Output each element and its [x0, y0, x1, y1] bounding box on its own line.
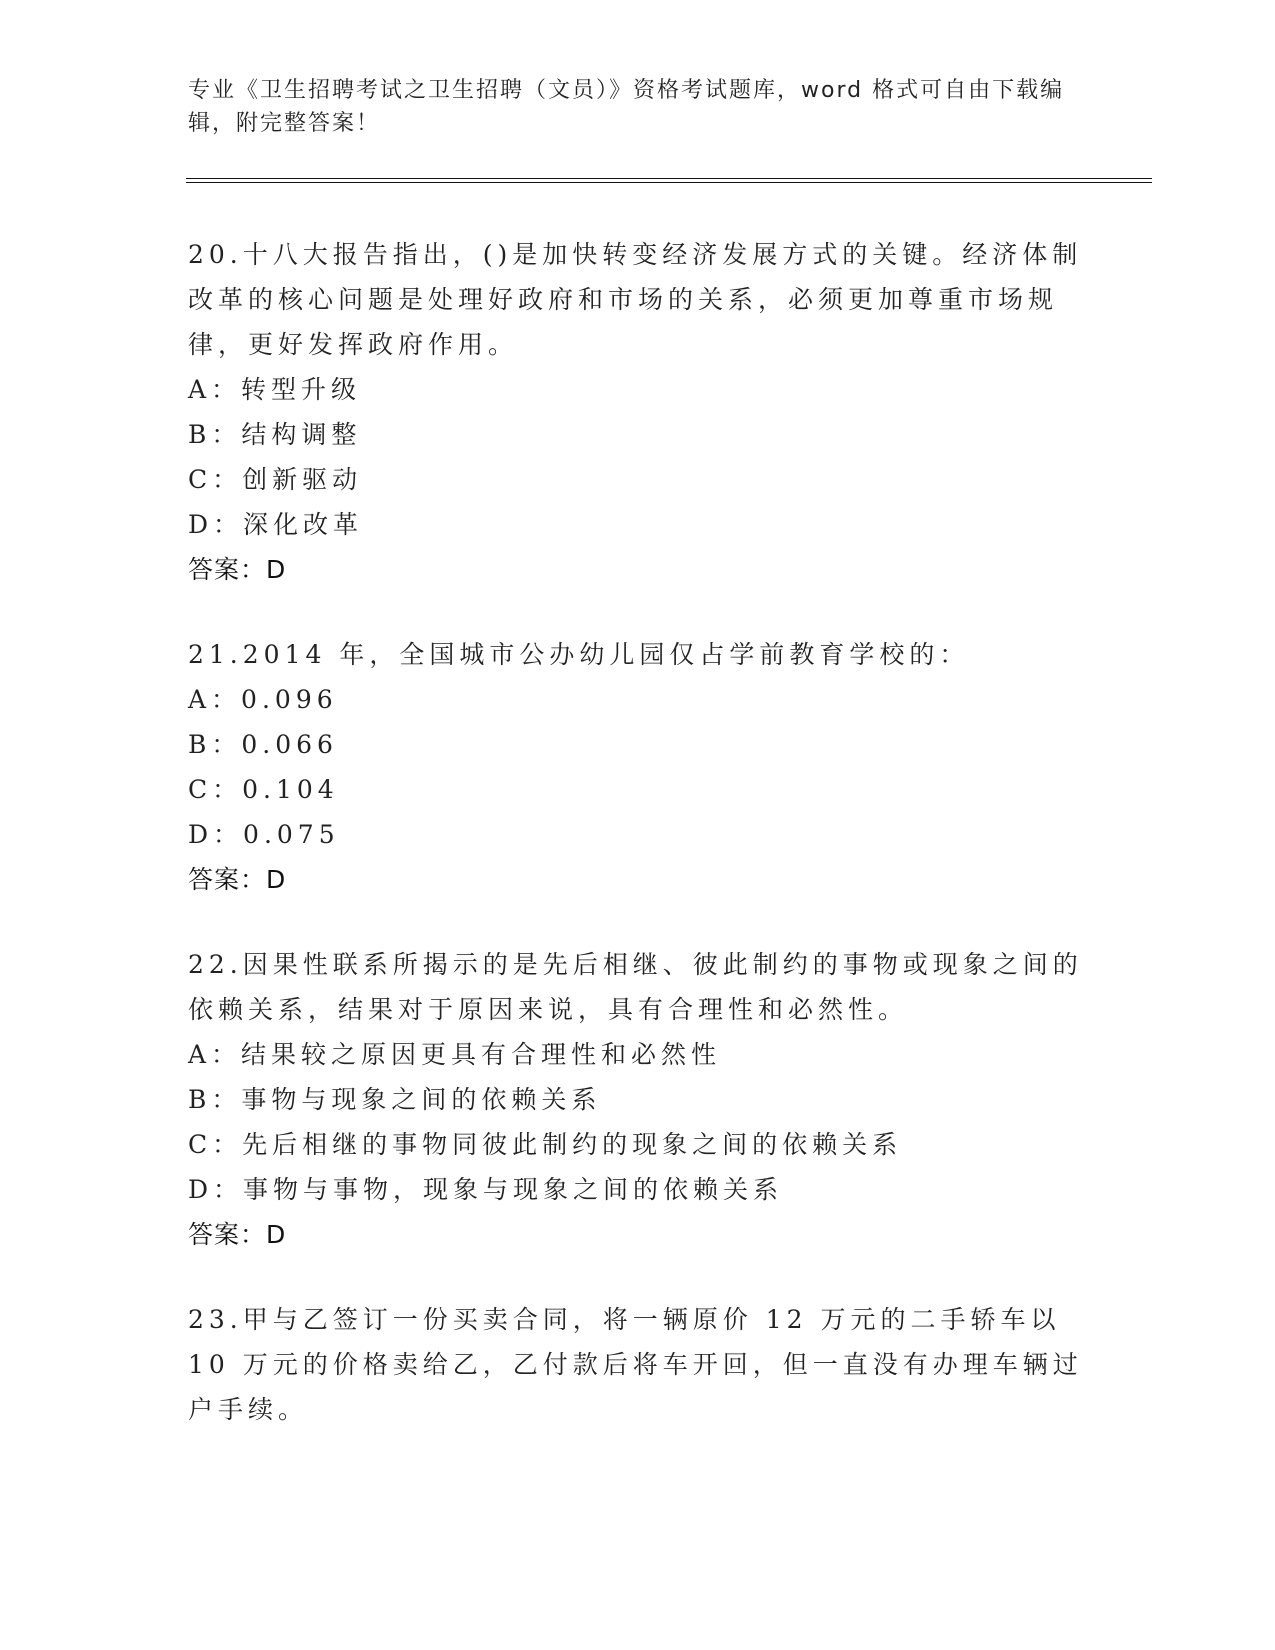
header-divider — [186, 178, 1152, 183]
question-21 — [188, 632, 1088, 902]
option-a: A：结果较之原因更具有合理性和必然性 — [188, 1040, 722, 1069]
option-d: D：深化改革 — [188, 510, 364, 539]
answer-line: 答案：D — [188, 555, 287, 584]
option-c: C：0.104 — [188, 775, 339, 804]
question-text: 20.十八大报告指出，()是加快转变经济发展方式的关键。经济体制改革的核心问题是处理好政府和市场的关系，必须更加尊重市场规律，更好发挥政府作用。 — [188, 240, 1083, 359]
answer-line: 答案：D — [188, 1220, 287, 1249]
question-text: 22.因果性联系所揭示的是先后相继、彼此制约的事物或现象之间的依赖关系，结果对于原因来说，具有合理性和必然性。 — [188, 950, 1083, 1024]
option-a: A：0.096 — [188, 685, 338, 714]
question-20 — [188, 232, 1088, 592]
option-c: C：先后相继的事物同彼此制约的现象之间的依赖关系 — [188, 1130, 903, 1159]
answer-line: 答案：D — [188, 865, 287, 894]
option-c: C：创新驱动 — [188, 465, 363, 494]
option-b: B：结构调整 — [188, 420, 362, 449]
question-22 — [188, 942, 1088, 1257]
option-b: B：0.066 — [188, 730, 338, 759]
question-23 — [188, 1297, 1088, 1432]
option-a: A：转型升级 — [188, 375, 362, 404]
option-b: B：事物与现象之间的依赖关系 — [188, 1085, 602, 1114]
option-d: D：事物与事物，现象与现象之间的依赖关系 — [188, 1175, 784, 1204]
document-header: 专业《卫生招聘考试之卫生招聘（文员）》资格考试题库，word 格式可自由下载编辑，附完整答案！ — [188, 78, 1065, 136]
question-text: 21.2014 年，全国城市公办幼儿园仅占学前教育学校的： — [188, 640, 970, 669]
question-text: 23.甲与乙签订一份买卖合同，将一辆原价 12 万元的二手轿车以 10 万元的价格卖给乙，乙付款后将车开回，但一直没有办理车辆过户手续。 — [188, 1305, 1083, 1424]
option-d: D：0.075 — [188, 820, 340, 849]
question-list — [188, 232, 1088, 1472]
